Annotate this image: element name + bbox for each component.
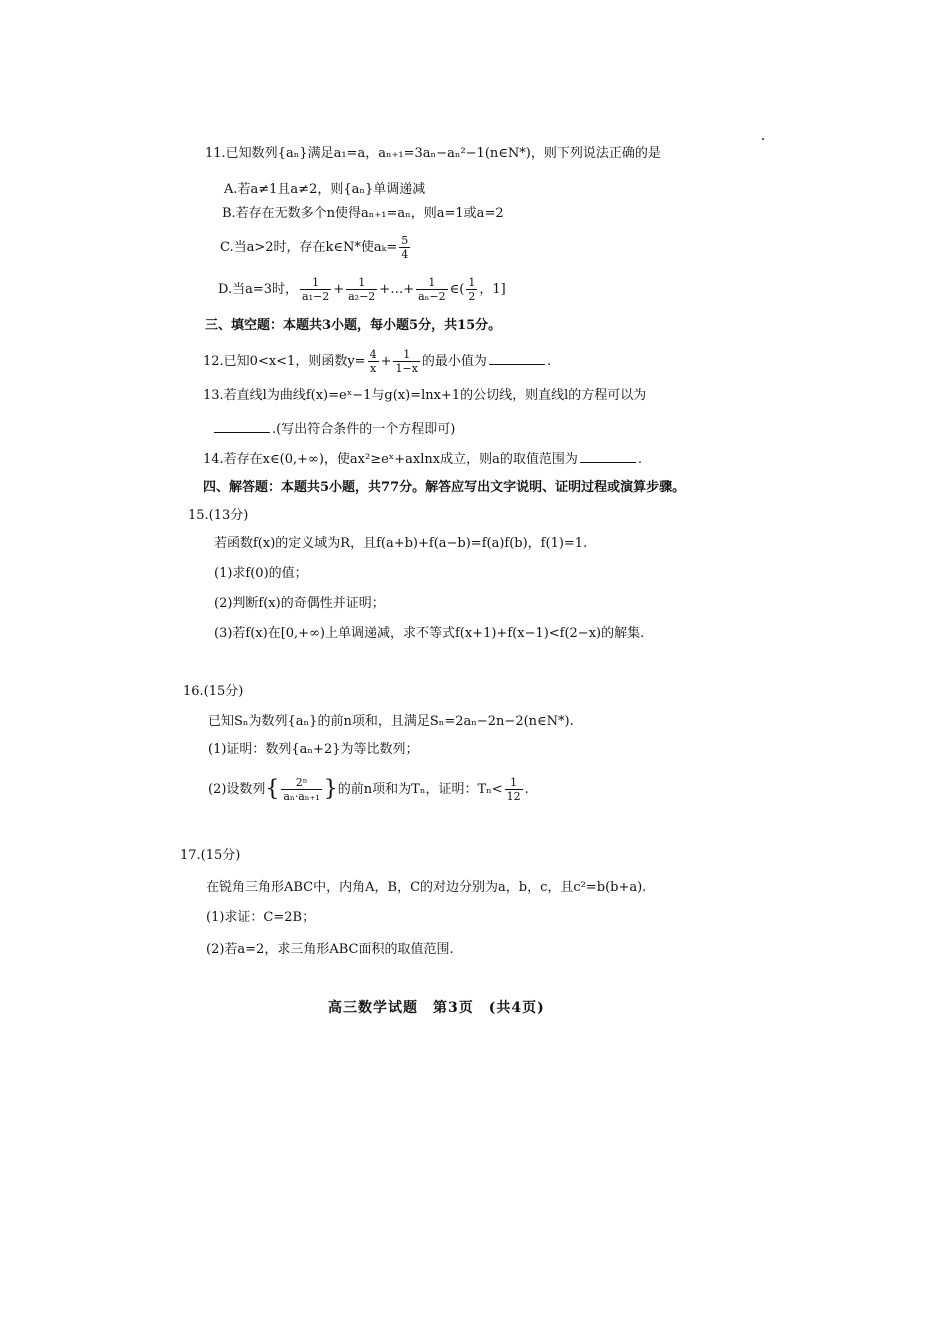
q14-end: . <box>637 452 643 467</box>
left-brace: { <box>265 776 280 802</box>
fraction-numerator: 1 <box>346 276 377 290</box>
q13-note: .(写出符合条件的一个方程即可) <box>272 422 456 437</box>
q13-line1: 13.若直线l为曲线f(x)=eˣ−1与g(x)=lnx+1的公切线，则直线l的方程可以为 <box>203 388 647 403</box>
q12 <box>203 348 551 375</box>
q11-stem: 11.已知数列{aₙ}满足a₁=a，aₙ₊₁=3aₙ−aₙ²−1(n∈N*)，则下列说法正确的是 <box>205 146 661 161</box>
q11-option-b: B.若存在无数多个n使得aₙ₊₁=aₙ，则a=1或a=2 <box>222 206 504 221</box>
q15-part-1: (1)求f(0)的值； <box>214 566 308 581</box>
fraction-denominator: 12 <box>506 790 521 803</box>
q13-line2 <box>212 420 455 438</box>
fraction-numerator: 1 <box>300 276 331 290</box>
ellipsis-plus: +…+ <box>379 282 415 297</box>
fraction-numerator: 1 <box>393 348 419 362</box>
q16-part-1: (1)证明：数列{aₙ+2}为等比数列； <box>208 742 419 757</box>
interval-close: ，1] <box>479 282 506 297</box>
q14 <box>203 450 642 468</box>
q14-text: 14.若存在x∈(0,+∞)，使ax²≥eˣ+axlnx成立，则a的取值范围为 <box>203 452 578 467</box>
fraction-denominator: a₁−2 <box>302 290 330 303</box>
fraction-numerator: 1 <box>416 276 448 290</box>
q16-part-2-prefix: (2)设数列 <box>208 782 266 797</box>
fraction-numerator: 1 <box>505 776 523 790</box>
q11-d-fraction-2 <box>346 276 377 303</box>
answer-blank <box>489 352 545 365</box>
fraction-numerator: 4 <box>369 348 377 361</box>
q11-d-fraction-3 <box>416 276 448 303</box>
section-3-heading: 三、填空题：本题共3小题，每小题5分，共15分。 <box>205 318 502 333</box>
q15-stem: 若函数f(x)的定义域为R，且f(a+b)+f(a−b)=f(a)f(b)，f(1)=1. <box>214 536 588 551</box>
answer-blank <box>214 420 270 433</box>
scan-speck <box>762 138 764 140</box>
q12-fraction-1 <box>368 348 379 375</box>
fraction-denominator: aₙ·aₙ₊₁ <box>283 790 320 803</box>
section-4-heading: 四、解答题：本题共5小题，共77分。解答应写出文字说明、证明过程或演算步骤。 <box>203 480 686 495</box>
q16-heading: 16.(15分) <box>183 684 244 699</box>
q12-fraction-2 <box>393 348 419 375</box>
fraction-denominator: aₙ−2 <box>418 290 446 303</box>
fraction-denominator: 4 <box>401 248 409 261</box>
answer-blank <box>580 450 636 463</box>
q16-stem: 已知Sₙ为数列{aₙ}的前n项和，且满足Sₙ=2aₙ−2n−2(n∈N*). <box>208 714 574 729</box>
q12-text-suffix: 的最小值为 <box>421 354 487 369</box>
q11-d-fraction-4 <box>466 276 477 303</box>
interval-open: ∈( <box>449 282 465 297</box>
plus-sign: + <box>333 282 345 297</box>
q15-heading: 15.(13分) <box>188 508 249 523</box>
plus-sign: + <box>380 354 392 369</box>
q11-option-d-text: D.当a=3时， <box>218 282 299 297</box>
q15-part-2: (2)判断f(x)的奇偶性并证明； <box>214 596 385 611</box>
fraction-denominator: x <box>369 362 377 375</box>
q11-d-fraction-1 <box>300 276 331 303</box>
q11-option-a: A.若a≠1且a≠2，则{aₙ}单调递减 <box>224 182 426 197</box>
q15-part-3: (3)若f(x)在[0,+∞)上单调递减，求不等式f(x+1)+f(x−1)<f(2−x)的解集. <box>214 626 645 641</box>
q16-part-2-end: . <box>524 782 529 797</box>
q11-option-c-text: C.当a>2时，存在k∈N*使aₖ= <box>220 240 398 255</box>
q12-end: . <box>546 354 552 369</box>
q12-text-prefix: 12.已知0<x<1，则函数y= <box>203 354 366 369</box>
q16-sequence-fraction <box>281 776 321 803</box>
fraction-denominator: 2 <box>468 290 476 303</box>
q17-stem: 在锐角三角形ABC中，内角A，B，C的对边分别为a，b，c，且c²=b(b+a). <box>206 880 647 895</box>
q16-bound-fraction <box>505 776 523 803</box>
q16-part-2-mid: 的前n项和为Tₙ，证明：Tₙ< <box>337 782 503 797</box>
q17-heading: 17.(15分) <box>180 848 241 863</box>
q16-part-2 <box>208 776 529 803</box>
fraction-denominator: 1−x <box>395 362 418 375</box>
fraction-numerator: 5 <box>401 234 409 247</box>
q17-part-2: (2)若a=2，求三角形ABC面积的取值范围. <box>206 942 454 957</box>
right-brace: } <box>323 776 338 802</box>
q11-option-c <box>220 234 412 261</box>
fraction-numerator: 1 <box>468 276 476 289</box>
fraction-denominator: a₂−2 <box>348 290 376 303</box>
q11-option-d <box>218 276 506 303</box>
q17-part-1: (1)求证：C=2B； <box>206 910 316 925</box>
fraction-numerator: 2ⁿ <box>281 776 321 790</box>
page-footer: 高三数学试题 第3页 (共4页) <box>328 1000 545 1016</box>
q11-option-c-fraction <box>399 234 410 261</box>
